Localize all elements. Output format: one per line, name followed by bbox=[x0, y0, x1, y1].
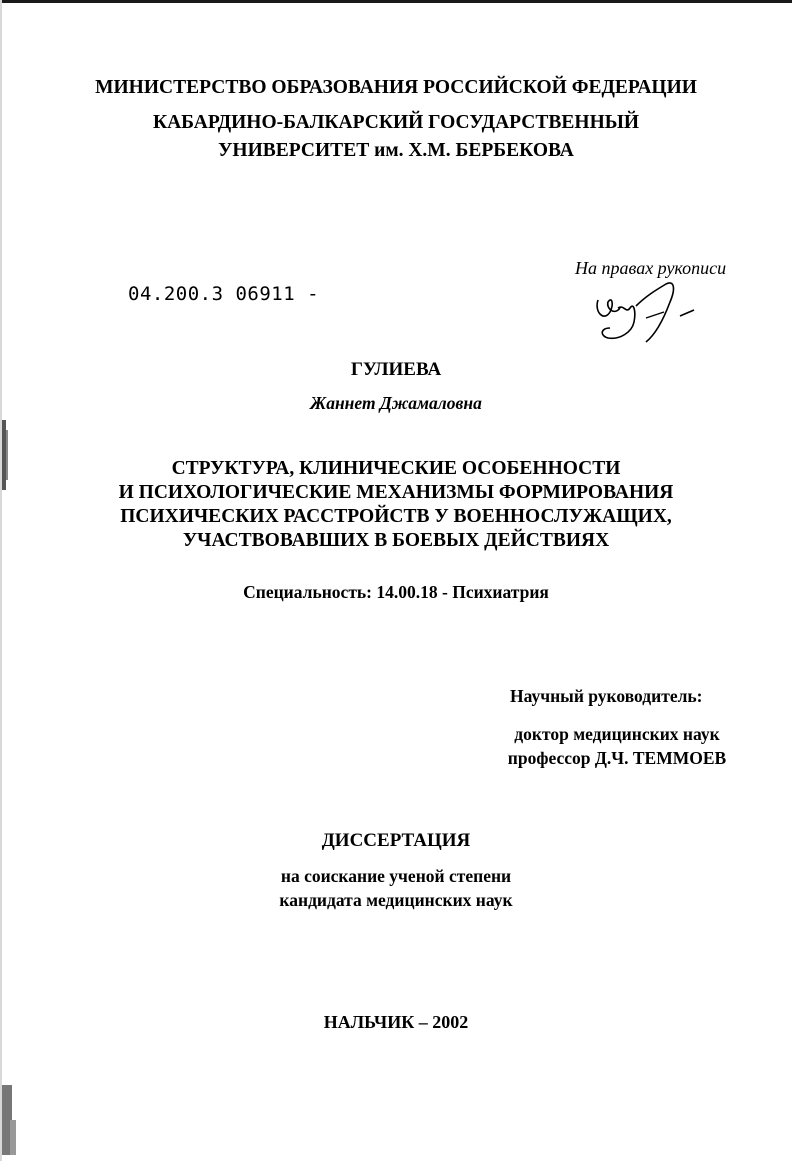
place-and-year: НАЛЬЧИК – 2002 bbox=[323, 1012, 469, 1032]
ministry-line: МИНИСТЕРСТВО ОБРАЗОВАНИЯ РОССИЙСКОЙ ФЕДЕРАЦИИ bbox=[95, 77, 697, 98]
supervisor-name: профессор Д.Ч. ТЕММОЕВ bbox=[507, 748, 727, 768]
supervisor-label: Научный руководитель: bbox=[510, 686, 703, 706]
handwritten-signature bbox=[590, 278, 710, 348]
scan-top-edge bbox=[0, 0, 792, 3]
registration-number: 04.200.3 06911 - bbox=[128, 283, 320, 305]
title-line: СТРУКТУРА, КЛИНИЧЕСКИЕ ОСОБЕННОСТИ bbox=[171, 458, 621, 479]
university-line-2: УНИВЕРСИТЕТ им. Х.М. БЕРБЕКОВА bbox=[218, 140, 574, 161]
purpose-line-1: на соискание ученой степени bbox=[280, 866, 512, 886]
title-line: И ПСИХОЛОГИЧЕСКИЕ МЕХАНИЗМЫ ФОРМИРОВАНИЯ bbox=[118, 482, 674, 503]
specialty: Специальность: 14.00.18 - Психиатрия bbox=[243, 582, 549, 602]
ministry-heading bbox=[0, 74, 792, 102]
dissertation-purpose bbox=[0, 864, 792, 912]
scan-left-edge bbox=[0, 0, 2, 1161]
university-heading bbox=[0, 109, 792, 165]
supervisor-degree: доктор медицинских наук bbox=[514, 724, 720, 744]
university-line-1: КАБАРДИНО-БАЛКАРСКИЙ ГОСУДАРСТВЕННЫЙ bbox=[152, 112, 640, 133]
manuscript-rights: На правах рукописи bbox=[575, 258, 727, 278]
title-line: ПСИХИЧЕСКИХ РАССТРОЙСТВ У ВОЕННОСЛУЖАЩИХ, bbox=[120, 506, 672, 527]
dissertation-title bbox=[0, 457, 792, 553]
dissertation-type: ДИССЕРТАЦИЯ bbox=[321, 830, 471, 851]
author-surname: ГУЛИЕВА bbox=[350, 359, 442, 380]
supervisor-details bbox=[496, 722, 738, 770]
purpose-line-2: кандидата медицинских наук bbox=[279, 890, 513, 910]
author-given-names: Жаннет Джамаловна bbox=[310, 393, 482, 413]
scan-artifact bbox=[10, 1120, 16, 1155]
title-line: УЧАСТВОВАВШИХ В БОЕВЫХ ДЕЙСТВИЯХ bbox=[182, 530, 610, 551]
